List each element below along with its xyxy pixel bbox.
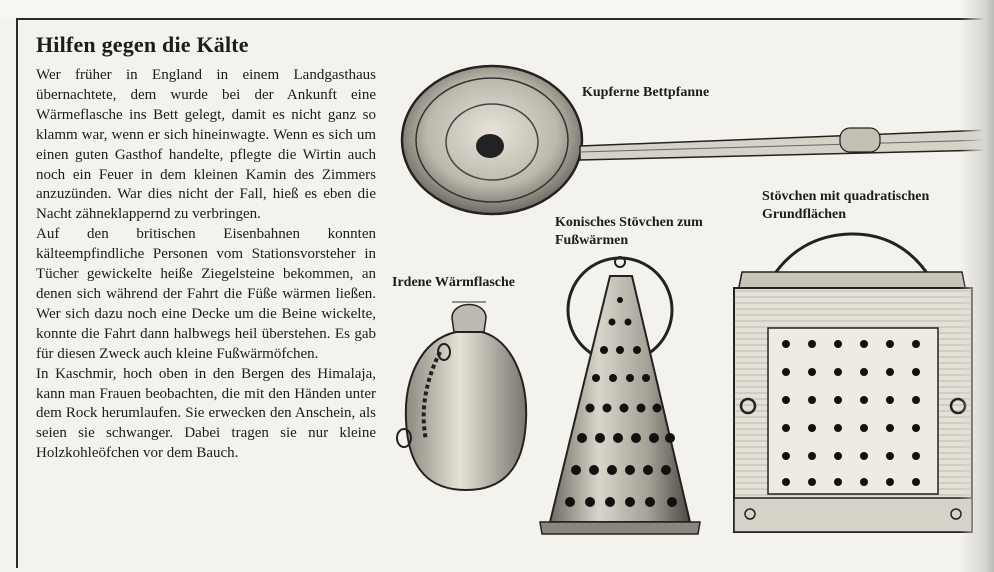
label-stoevchen: Stövchen mit quadratischen Grundflächen <box>762 189 930 222</box>
paragraph-3: In Kaschmir, hoch oben in den Bergen des Himalaja, kann man Frauen beobachten, die mit den Händen unter dem Rock herumlaufen. Sie erwecken den Anschein, als seien sie schwanger. Dabei tragen sie nur kleine Holzkohleöfchen vor dem Bauch. <box>36 365 376 462</box>
paragraph-2: Auf den britischen Eisenbahnen konnten kälteempfindliche Personen vom Stationsvorsteher in Tücher gewickelte heiße Ziegelsteine bekommen, an denen sich während der Fahrt die Füße wärmen ließen. Wer sich dazu noch eine Decke um die Beine wickelte, konnte die Fahrt dann halbwegs heil überstehen. Es gab für diesen Zweck auch kleine Fußwärmöfchen. <box>36 226 376 362</box>
scan-right-shadow <box>960 0 994 572</box>
stoevchen-drawing <box>734 234 972 532</box>
article-title: Hilfen gegen die Kälte <box>36 32 249 57</box>
label-konisch: Konisches Stövchen zum Fußwärmen <box>555 215 703 248</box>
label-irden: Irdene Wärmflasche <box>392 275 515 290</box>
irden-drawing <box>397 302 526 490</box>
label-bettpfanne: Kupferne Bettpfanne <box>582 85 710 100</box>
paragraph-1: Wer früher in England in einem Landgasthaus übernachtete, dem wurde bei der Ankunft eine Wärmeflasche ins Bett gelegt, damit es nicht ganz so klamm war, wenn er sich hineinwagte. Wenn es sich um einen guten Gasthof handelte, pflegte die Wirtin auch noch ein Feuer in dem kleinen Kamin des Zimmers anzuzünden. War dies nicht der Fall, hieß es eben die Nacht zähneklappernd zu verbringen. <box>36 67 376 223</box>
konisch-drawing <box>540 257 700 534</box>
